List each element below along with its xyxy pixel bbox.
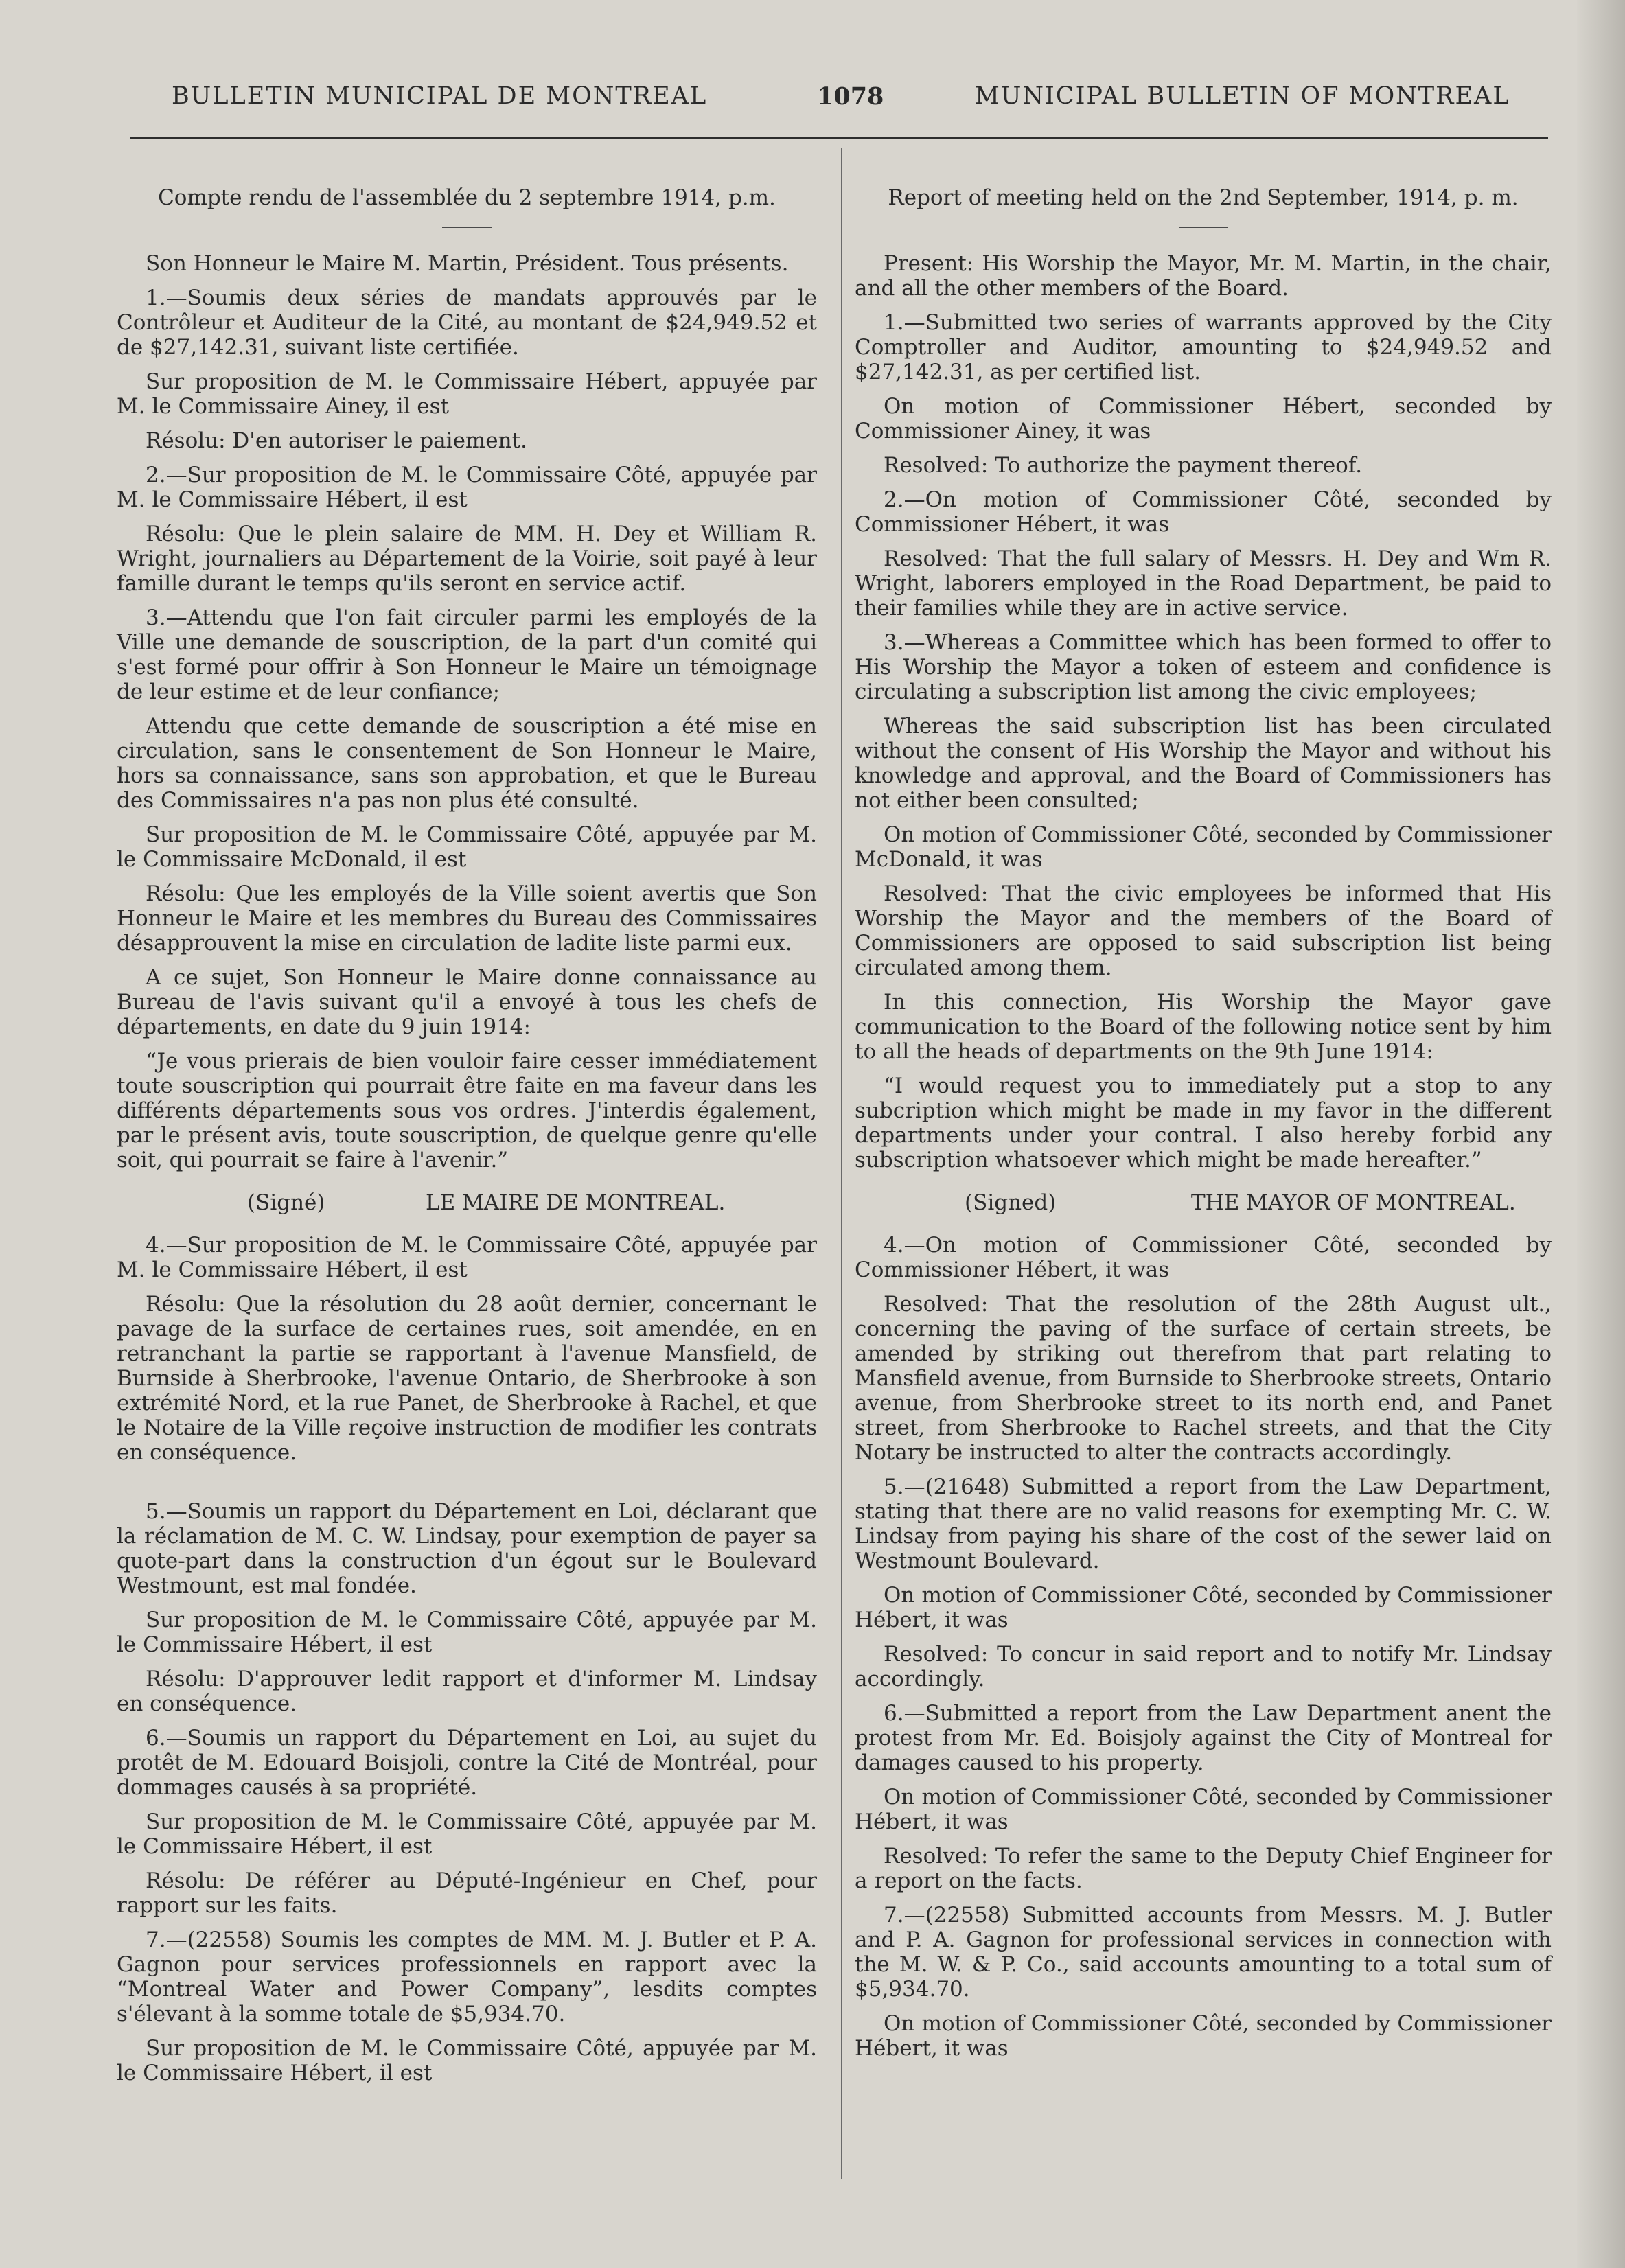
page-edge-shadow <box>1577 0 1625 2268</box>
paragraph: 4.—Sur proposition de M. le Commissaire Côté, appuyée par M. le Commissaire Hébert, il est <box>117 1233 817 1282</box>
paragraph: Résolu: D'approuver ledit rapport et d'informer M. Lindsay en conséquence. <box>117 1667 817 1716</box>
paragraph: On motion of Commissioner Côté, seconded by Commissioner McDonald, it was <box>855 822 1552 872</box>
paragraph: 3.—Whereas a Committee which has been formed to offer to His Worship the Mayor a token of esteem and confidence is circulating a subscription list among the civic employees; <box>855 630 1552 704</box>
french-column <box>117 185 817 2095</box>
paragraph: Resolved: To authorize the payment thereof. <box>884 453 1363 478</box>
paragraph: Sur proposition de M. le Commissaire Côté, appuyée par M. le Commissaire Hébert, il est <box>117 1809 817 1859</box>
signed-label: (Signé) <box>247 1190 325 1215</box>
paragraph: On motion of Commissioner Côté, seconded by Commissioner Hébert, it was <box>855 1583 1552 1632</box>
paragraph: Sur proposition de M. le Commissaire Côté, appuyée par M. le Commissaire Hébert, il est <box>117 1608 817 1657</box>
paragraph: A ce sujet, Son Honneur le Maire donne connaissance au Bureau de l'avis suivant qu'il a envoyé à tous les chefs de départements, en date du 9 juin 1914: <box>117 965 817 1039</box>
title-separator <box>1179 227 1228 228</box>
header-left-title: BULLETIN MUNICIPAL DE MONTREAL <box>172 82 708 110</box>
paragraph: 2.—On motion of Commissioner Côté, seconded by Commissioner Hébert, it was <box>855 487 1552 537</box>
header-rule <box>130 137 1548 139</box>
header-right-title: MUNICIPAL BULLETIN OF MONTREAL <box>975 82 1510 110</box>
signature-line <box>117 1190 817 1215</box>
signature-line <box>855 1190 1552 1215</box>
paragraph: Resolved: That the civic employees be informed that His Worship the Mayor and the members of the Board of Commissioners are opposed to said subscription list being circulated among them. <box>855 881 1552 980</box>
paragraph: Sur proposition de M. le Commissaire Hébert, appuyée par M. le Commissaire Ainey, il est <box>117 369 817 419</box>
paragraph: Sur proposition de M. le Commissaire Côté, appuyée par M. le Commissaire McDonald, il est <box>117 822 817 872</box>
page-header <box>172 82 1517 124</box>
quoted-notice: “I would request you to immediately put a stop to any subcription which might be made in my favor in the different departments under your contral. I also hereby forbid any subscription whatsoever which might be made hereafter.” <box>855 1074 1552 1172</box>
paragraph: Attendu que cette demande de souscription a été mise en circulation, sans le consentement de Son Honneur le Maire, hors sa connaissance, sans son approbation, et que le Bureau des Commissaires n'a pas non plus été consulté. <box>117 714 817 813</box>
title-separator <box>442 227 492 228</box>
paragraph: 2.—Sur proposition de M. le Commissaire Côté, appuyée par M. le Commissaire Hébert, il est <box>117 463 817 512</box>
paragraph: 3.—Attendu que l'on fait circuler parmi les employés de la Ville une demande de souscription, de la part d'un comité qui s'est formé pour offrir à Son Honneur le Maire un témoignage de leur estime et de leur confiance; <box>117 605 817 704</box>
paragraph: On motion of Commissioner Côté, seconded by Commissioner Hébert, it was <box>855 1785 1552 1834</box>
paragraph: 7.—(22558) Soumis les comptes de MM. M. J. Butler et P. A. Gagnon pour services professionnels en rapport avec la “Montreal Water and Power Company”, lesdits comptes s'élevant à la somme totale de $5,934.70. <box>117 1928 817 2026</box>
paragraph: Résolu: Que le plein salaire de MM. H. Dey et William R. Wright, journaliers au Département de la Voirie, soit payé à leur famille durant le temps qu'ils seront en service actif. <box>117 522 817 596</box>
paragraph: 1.—Soumis deux séries de mandats approuvés par le Contrôleur et Auditeur de la Cité, au montant de $24,949.52 et de $27,142.31, suivant liste certifiée. <box>117 286 817 360</box>
paragraph: Whereas the said subscription list has been circulated without the consent of His Worship the Mayor and without his knowledge and approval, and the Board of Commissioners has not either been consulted; <box>855 714 1552 813</box>
paragraph: Resolved: To refer the same to the Deputy Chief Engineer for a report on the facts. <box>855 1844 1552 1893</box>
french-title: Compte rendu de l'assemblée du 2 septembre 1914, p.m. <box>158 185 776 210</box>
paragraph: 4.—On motion of Commissioner Côté, seconded by Commissioner Hébert, it was <box>855 1233 1552 1282</box>
paragraph: Résolu: D'en autoriser le paiement. <box>146 428 527 453</box>
page-number: 1078 <box>817 82 884 111</box>
signed-name: LE MAIRE DE MONTREAL. <box>426 1190 726 1215</box>
paragraph: Résolu: De référer au Député-Ingénieur en Chef, pour rapport sur les faits. <box>117 1868 817 1918</box>
paragraph: Resolved: To concur in said report and to notify Mr. Lindsay accordingly. <box>855 1642 1552 1691</box>
paragraph: Résolu: Que la résolution du 28 août dernier, concernant le pavage de la surface de certaines rues, soit amendée, en en retranchant la partie se rapportant à l'avenue Mansfield, de Burnside à Sherbrooke, l'avenue Ontario, de Sherbrooke à son extrémité Nord, et la rue Panet, de Sherbrooke à Rachel, et que le Notaire de la Ville reçoive instruction de modifier les contrats en conséquence. <box>117 1292 817 1465</box>
english-title: Report of meeting held on the 2nd September, 1914, p. m. <box>888 185 1519 210</box>
quoted-notice: “Je vous prierais de bien vouloir faire cesser immédiatement toute souscription qui pourrait être faite en ma faveur dans les différents départements sous vos ordres. J'interdis également, par le présent avis, toute souscription, de quelque genre qu'elle soit, qui pourrait se faire à l'avenir.” <box>117 1049 817 1172</box>
paragraph: 5.—(21648) Submitted a report from the Law Department, stating that there are no valid reasons for exempting Mr. C. W. Lindsay from paying his share of the cost of the sewer laid on Westmount Boulevard. <box>855 1474 1552 1573</box>
paragraph: 6.—Submitted a report from the Law Department anent the protest from Mr. Ed. Boisjoly against the City of Montreal for damages caused to his property. <box>855 1701 1552 1775</box>
signed-label: (Signed) <box>965 1190 1057 1215</box>
paragraph: Sur proposition de M. le Commissaire Côté, appuyée par M. le Commissaire Hébert, il est <box>117 2036 817 2085</box>
paragraph: On motion of Commissioner Hébert, seconded by Commissioner Ainey, it was <box>855 394 1552 443</box>
paragraph: In this connection, His Worship the Mayor gave communication to the Board of the following notice sent by him to all the heads of departments on the 9th June 1914: <box>855 990 1552 1064</box>
paragraph: Present: His Worship the Mayor, Mr. M. Martin, in the chair, and all the other members of the Board. <box>855 251 1552 301</box>
column-divider <box>841 148 842 2179</box>
paragraph: Son Honneur le Maire M. Martin, Président. Tous présents. <box>146 251 789 276</box>
paragraph: Resolved: That the resolution of the 28th August ult., concerning the paving of the surface of certain streets, be amended by striking out therefrom that part relating to Mansfield avenue, from Burnside to Sherbrooke streets, Ontario avenue, from Sherbrooke street to its north end, and Panet street, from Sherbrooke to Rachel streets, and that the City Notary be instructed to alter the contracts accordingly. <box>855 1292 1552 1465</box>
paragraph: 5.—Soumis un rapport du Département en Loi, déclarant que la réclamation de M. C. W. Lindsay, pour exemption de payer sa quote-part dans la construction d'un égout sur le Boulevard Westmount, est mal fondée. <box>117 1499 817 1598</box>
paragraph: On motion of Commissioner Côté, seconded by Commissioner Hébert, it was <box>855 2011 1552 2061</box>
english-column <box>855 185 1552 2070</box>
paragraph: 1.—Submitted two series of warrants approved by the City Comptroller and Auditor, amounting to $24,949.52 and $27,142.31, as per certified list. <box>855 310 1552 384</box>
paragraph: Resolved: That the full salary of Messrs. H. Dey and Wm R. Wright, laborers employed in the Road Department, be paid to their families while they are in active service. <box>855 546 1552 621</box>
paragraph: 6.—Soumis un rapport du Département en Loi, au sujet du protêt de M. Edouard Boisjoli, contre la Cité de Montréal, pour dommages causés à sa propriété. <box>117 1726 817 1800</box>
paragraph: 7.—(22558) Submitted accounts from Messrs. M. J. Butler and P. A. Gagnon for professional services in connection with the M. W. & P. Co., said accounts amounting to a total sum of $5,934.70. <box>855 1903 1552 2002</box>
signed-name: THE MAYOR OF MONTREAL. <box>1191 1190 1516 1215</box>
paragraph: Résolu: Que les employés de la Ville soient avertis que Son Honneur le Maire et les membres du Bureau des Commissaires désapprouvent la mise en circulation de ladite liste parmi eux. <box>117 881 817 956</box>
